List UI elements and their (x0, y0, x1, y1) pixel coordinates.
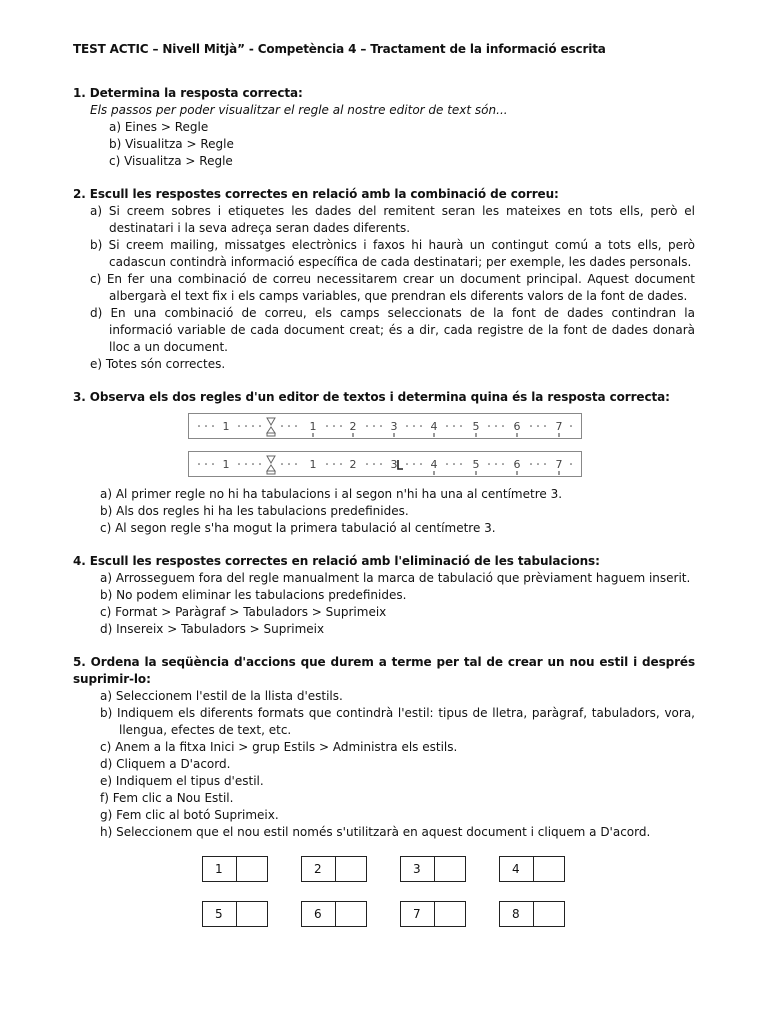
question-3 (73, 389, 695, 406)
answer-box[interactable] (400, 856, 466, 882)
ruler-1-number: 1 (309, 420, 317, 433)
page-title: TEST ACTIC – Nivell Mitjà” - Competència 4 – Tractament de la informació escrita (73, 42, 606, 56)
question-3-heading: 3. Observa els dos regles d'un editor de textos i determina quina és la resposta correcta: (73, 390, 670, 404)
ruler-2-number: 3 (390, 458, 398, 471)
question-5 (73, 654, 695, 841)
answer-box[interactable] (499, 856, 565, 882)
answer-box-number: 2 (302, 857, 336, 881)
default-tab-stop-icon (434, 471, 559, 475)
ruler-1-number: 2 (349, 420, 357, 433)
question-5-option-b: b) Indiquem els diferents formats que contindrà l'estil: tipus de lletra, paràgraf, tabuladors, vora, llengua, efectes de text, etc. (100, 706, 695, 737)
question-3-option-c: c) Al segon regle s'ha mogut la primera tabulació al centímetre 3. (100, 521, 496, 535)
question-2-option-b: b) Si creem mailing, missatges electrònics i faxos hi haurà un contingut comú a tots ells, però cadascun contindrà informació específica de cada destinatari; per exemple, les dades personals. (90, 238, 695, 269)
question-3-options (73, 486, 695, 537)
question-1-option-a: a) Eines > Regle (109, 120, 209, 134)
answer-box-number: 5 (203, 902, 237, 926)
answer-box[interactable] (301, 901, 367, 927)
question-4-option-b: b) No podem eliminar les tabulacions predefinides. (100, 588, 407, 602)
answer-box-number: 8 (500, 902, 534, 926)
question-5-option-a: a) Seleccionem l'estil de la llista d'estils. (100, 689, 343, 703)
answer-box[interactable] (400, 901, 466, 927)
question-1-option-c: c) Visualitza > Regle (109, 154, 233, 168)
ruler-2-number: 1 (309, 458, 317, 471)
question-1-heading: 1. Determina la resposta correcta: (73, 86, 303, 100)
question-4-option-c: c) Format > Paràgraf > Tabuladors > Suprimeix (100, 605, 387, 619)
answer-box-number: 4 (500, 857, 534, 881)
question-1 (73, 85, 695, 170)
left-tab-stop-icon (398, 460, 403, 469)
default-tab-stop-icon (313, 433, 559, 437)
ruler-2-number: 2 (349, 458, 357, 471)
ruler-2-number: 5 (472, 458, 480, 471)
answer-box-number: 3 (401, 857, 435, 881)
question-4 (73, 553, 695, 638)
question-4-heading: 4. Escull les respostes correctes en relació amb l'eliminació de les tabulacions: (73, 554, 600, 568)
question-1-intro: Els passos per poder visualitzar el regle al nostre editor de text són... (90, 103, 508, 117)
answer-box-number: 6 (302, 902, 336, 926)
question-5-option-e: e) Indiquem el tipus d'estil. (100, 774, 264, 788)
ruler-1-number: 6 (513, 420, 521, 433)
answer-box-number: 1 (203, 857, 237, 881)
answer-box[interactable] (301, 856, 367, 882)
ruler-2-number: 1 (222, 458, 230, 471)
question-1-option-b: b) Visualitza > Regle (109, 137, 234, 151)
question-4-option-d: d) Insereix > Tabuladors > Suprimeix (100, 622, 325, 636)
ruler-2-number: 6 (513, 458, 521, 471)
ruler-1-number: 4 (430, 420, 438, 433)
ruler-1 (188, 413, 582, 439)
question-3-option-b: b) Als dos regles hi ha les tabulacions predefinides. (100, 504, 409, 518)
question-2-option-d: d) En una combinació de correu, els camps seleccionats de la font de dades contindran la informació variable de cada document creat; és a dir, cada registre de la font de dades donarà lloc a un document. (90, 306, 695, 354)
ruler-1-number: 7 (555, 420, 563, 433)
question-2 (73, 186, 695, 373)
ruler-2-number: 4 (430, 458, 438, 471)
question-2-option-a: a) Si creem sobres i etiquetes les dades del remitent seran les mateixes en tots ells, però el destinatari i la seva adreça seran dades diferents. (90, 204, 695, 235)
question-2-heading: 2. Escull les respostes correctes en relació amb la combinació de correu: (73, 187, 559, 201)
question-2-option-e: e) Totes són correctes. (90, 357, 226, 371)
ruler-1-number: 1 (222, 420, 230, 433)
question-5-heading: 5. Ordena la seqüència d'accions que durem a terme per tal de crear un nou estil i després suprimir-lo: (73, 655, 695, 686)
question-5-option-d: d) Cliquem a D'acord. (100, 757, 231, 771)
question-2-option-c: c) En fer una combinació de correu necessitarem crear un document principal. Aquest document albergarà el text fix i els camps variables, que prendran els diferents valors de la font de dades. (90, 272, 695, 303)
answer-box[interactable] (202, 901, 268, 927)
question-5-option-h: h) Seleccionem que el nou estil només s'utilitzarà en aquest document i cliquem a D'acord. (100, 825, 651, 839)
indent-marker-icon (267, 456, 275, 474)
ruler-1-number: 3 (390, 420, 398, 433)
question-3-option-a: a) Al primer regle no hi ha tabulacions i al segon n'hi ha una al centímetre 3. (100, 487, 563, 501)
question-4-option-a: a) Arrosseguem fora del regle manualment la marca de tabulació que prèviament haguem inserit. (100, 571, 691, 585)
ruler-1-number: 5 (472, 420, 480, 433)
question-5-option-g: g) Fem clic al botó Suprimeix. (100, 808, 279, 822)
answer-box[interactable] (499, 901, 565, 927)
ruler-2-number: 7 (555, 458, 563, 471)
indent-marker-icon (267, 418, 275, 436)
question-5-option-f: f) Fem clic a Nou Estil. (100, 791, 234, 805)
ruler-2 (188, 451, 582, 477)
answer-box[interactable] (202, 856, 268, 882)
question-5-option-c: c) Anem a la fitxa Inici > grup Estils > Administra els estils. (100, 740, 458, 754)
answer-box-number: 7 (401, 902, 435, 926)
